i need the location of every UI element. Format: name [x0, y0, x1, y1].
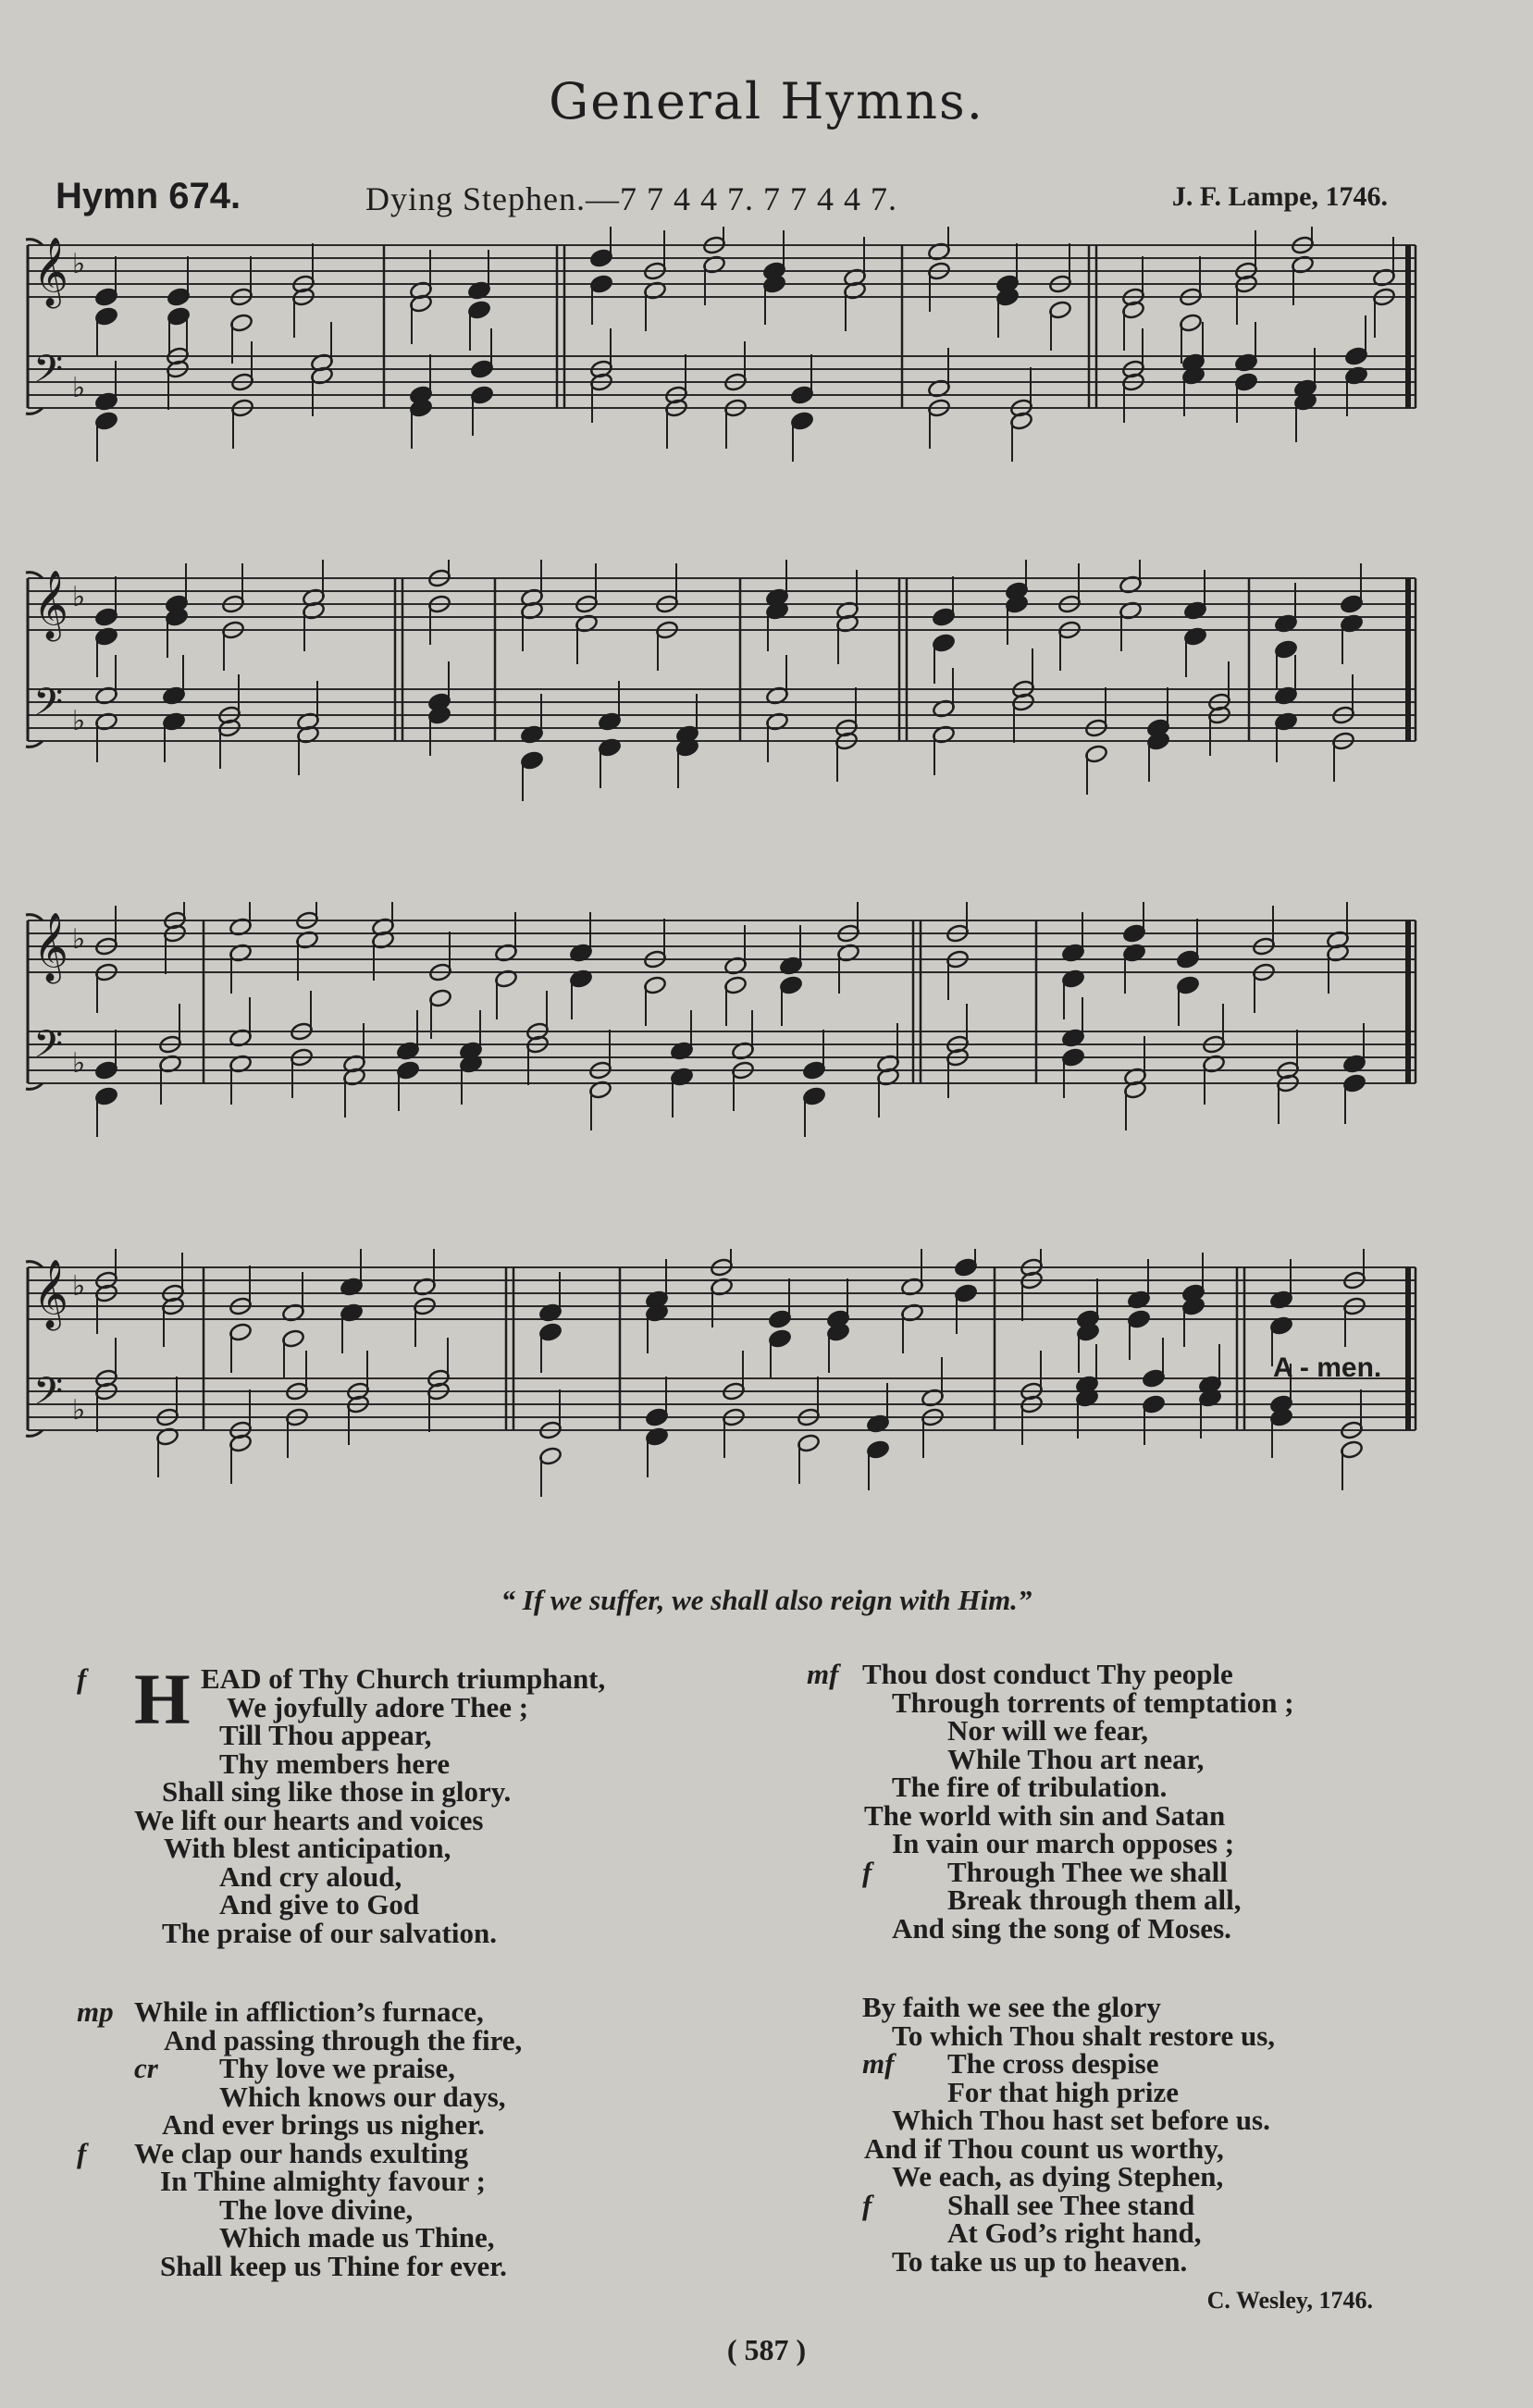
dynamic-mark: f [862, 2188, 872, 2221]
verse-line: Break through them all, [947, 1883, 1242, 1916]
staff-pair-1 [19, 227, 1425, 486]
verse-line: At God’s right hand, [947, 2217, 1202, 2249]
verse-line: Which made us Thine, [219, 2221, 495, 2254]
dynamic-mark: f [862, 1855, 872, 1888]
verse-line: For that high prize [947, 2075, 1179, 2108]
hymn-heading [56, 176, 1388, 224]
treble-staff [28, 1249, 1416, 1379]
staff-pair-2 [19, 560, 1425, 837]
music-system-4 [19, 1249, 1425, 1517]
bass-staff [28, 648, 1416, 801]
flat-key-signature-icon: ♭ [72, 1270, 86, 1303]
flat-key-signature-icon: ♭ [72, 705, 86, 737]
flat-key-signature-icon: ♭ [72, 1394, 86, 1426]
staff-pair-4 [19, 1249, 1425, 1517]
page-header: General Hymns. [549, 72, 984, 130]
verse-line: Thou dost conduct Thy people [862, 1658, 1233, 1690]
treble-clef-icon: 𝄞 [33, 913, 68, 982]
dynamic-mark: mf [807, 1658, 839, 1690]
verse-line: The fire of tribulation. [892, 1771, 1168, 1803]
flat-key-signature-icon: ♭ [72, 372, 86, 404]
verse-line: To take us up to heaven. [892, 2244, 1188, 2278]
dynamic-mark: mf [862, 2047, 895, 2080]
treble-staff [28, 227, 1416, 364]
staff-pair-3 [19, 902, 1425, 1170]
verse-line: And give to God [219, 1888, 420, 1920]
bass-clef-icon: 𝄢 [33, 1369, 64, 1423]
drop-cap: H [134, 1659, 191, 1739]
dynamic-mark: f [77, 2136, 87, 2169]
verse-line: While Thou art near, [947, 1742, 1205, 1775]
flat-key-signature-icon: ♭ [72, 1047, 86, 1080]
verse-line: And sing the song of Moses. [892, 1911, 1231, 1945]
verse-line: Shall sing like those in glory. [162, 1775, 512, 1808]
treble-clef-icon: 𝄞 [33, 571, 68, 639]
flat-key-signature-icon: ♭ [72, 581, 86, 613]
verse-line: In Thine almighty favour ; [160, 2165, 486, 2197]
verse-line: And ever brings us nigher. [162, 2108, 485, 2141]
verse-line: EAD of Thy Church triumphant, [201, 1662, 606, 1695]
verse-1 [77, 1659, 708, 1949]
verse-line: Thy love we praise, [219, 2052, 455, 2084]
flat-key-signature-icon: ♭ [72, 248, 86, 280]
epigraph: “ If we suffer, we shall also reign with Him.” [501, 1584, 1032, 1616]
treble-staff [28, 560, 1416, 690]
verse-line: And if Thou count us worthy, [864, 2131, 1224, 2165]
verse-line: Through Thee we shall [947, 1855, 1228, 1888]
treble-clef-icon: 𝄞 [33, 1260, 68, 1328]
verse-line: And passing through the fire, [164, 2023, 523, 2056]
verse-line: Nor will we fear, [947, 1714, 1148, 1747]
dynamic-mark: cr [134, 2052, 158, 2084]
verse-line: In vain our march opposes ; [892, 1827, 1235, 1859]
verse-line: Shall keep us Thine for ever. [160, 2249, 507, 2282]
verse-line: By faith we see the glory [862, 1991, 1161, 2023]
verse-line: Till Thou appear, [219, 1719, 432, 1751]
verse-line: And cry aloud, [219, 1859, 402, 1893]
treble-staff [28, 902, 1416, 1039]
tune-name-meter: Dying Stephen.—7 7 4 4 7. 7 7 4 4 7. [365, 180, 897, 217]
verse-line: We joyfully adore Thee ; [227, 1690, 529, 1723]
verse-line: While in affliction’s furnace, [134, 1995, 484, 2028]
verse-3 [77, 1995, 708, 2282]
verse-line: We lift our hearts and voices [134, 1803, 484, 1836]
bass-staff [28, 991, 1416, 1137]
verse-line: Which knows our days, [219, 2080, 506, 2113]
hymn-number: Hymn 674. [56, 176, 241, 216]
page-number: ( 587 ) [726, 2333, 807, 2366]
composer: J. F. Lampe, 1746. [1171, 181, 1388, 212]
verse-line: The praise of our salvation. [162, 1916, 497, 1949]
bass-clef-icon: 𝄢 [33, 1022, 64, 1076]
verse-4 [862, 1991, 1417, 2278]
verse-line: The cross despise [947, 2047, 1159, 2080]
flat-key-signature-icon: ♭ [72, 923, 86, 956]
dynamic-mark: f [77, 1662, 87, 1695]
verse-line: We each, as dying Stephen, [892, 2160, 1224, 2192]
verse-line: The world with sin and Satan [864, 1798, 1226, 1832]
verse-line: Through torrents of temptation ; [892, 1686, 1294, 1719]
dynamic-mark: mp [77, 1995, 114, 2028]
amen-text: A - men. [1273, 1352, 1382, 1383]
verse-line: We clap our hands exulting [134, 2136, 469, 2169]
music-system-1 [19, 227, 1425, 486]
bass-clef-icon: 𝄢 [33, 347, 64, 401]
music-system-2 [19, 560, 1425, 837]
verse-line: To which Thou shalt restore us, [892, 2019, 1276, 2052]
verse-line: The love divine, [219, 2192, 414, 2226]
verse-line: Thy members here [219, 1747, 451, 1780]
bass-clef-icon: 𝄢 [33, 680, 64, 734]
verse-2 [807, 1658, 1417, 1945]
verse-line: Which Thou hast set before us. [892, 2104, 1270, 2136]
author: C. Wesley, 1746. [1206, 2287, 1373, 2314]
music-system-3 [19, 902, 1425, 1170]
verse-line: With blest anticipation, [164, 1832, 451, 1864]
bass-staff [28, 1338, 1416, 1497]
treble-clef-icon: 𝄞 [33, 238, 68, 306]
verse-line: Shall see Thee stand [947, 2188, 1195, 2221]
bass-staff [28, 315, 1416, 462]
